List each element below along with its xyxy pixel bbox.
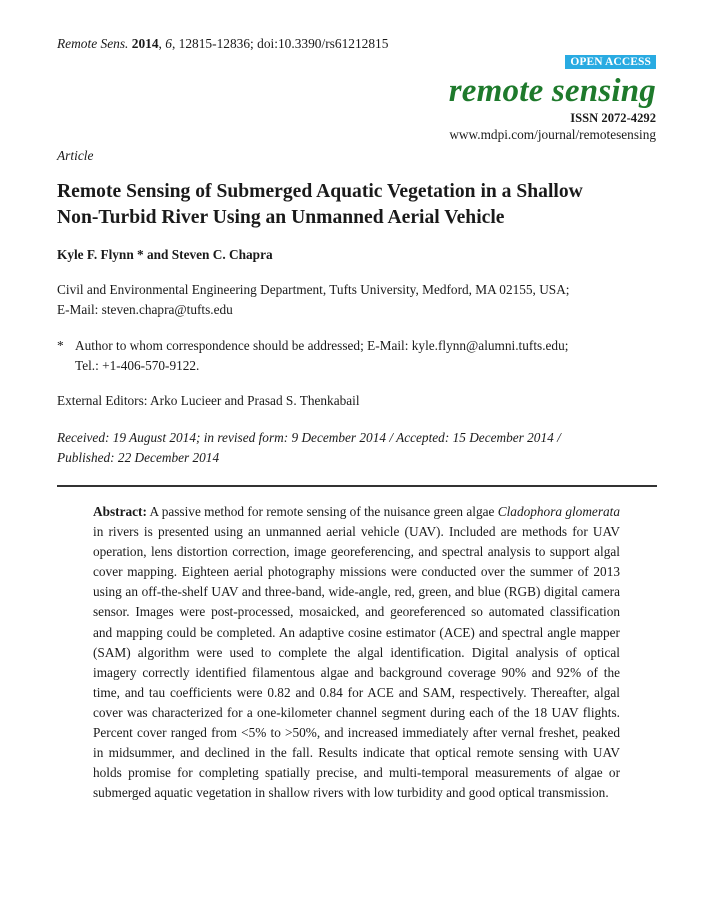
affiliation-line-1: Civil and Environmental Engineering Department, Tufts University, Medford, MA 02155, USA; [57,282,570,297]
external-editors: External Editors: Arko Lucieer and Prasad S. Thenkabail [57,393,360,408]
citation-pages-doi: , 12815-12836; doi:10.3390/rs61212815 [171,36,389,51]
citation-volume: 6 [165,36,172,51]
abstract-body: in rivers is presented using an unmanned aerial vehicle (UAV). Included are methods for UAV operation, lens distortion correction, image georeferencing, and spectral analysis to support algal cover mapping. Eighteen aerial photography missions were conducted over the summer of 2013 using an off-the-shelf UAV and three-band, wide-angle, red, green, and blue (RGB) digital camera sensor. Images were post-processed, mosaicked, and georeferenced so automated classification and mapping could be completed. An adaptive cosine estimator (ACE) and spectral angle mapper (SAM) algorithm were used to complete the algal identification. Digital analysis of optical imagery correctly identified filamentous algae and background coverage 90% and 92% of the time, and tau coefficients were 0.82 and 0.84 for ACE and SAM, respectively. Thereafter, algal cover was characterized for a one-kilometer channel segment during each of the 18 UAV flights. Percent cover ranged from <5% to >50%, and increased immediately after vernal freshet, peaked in midsummer, and declined in the fall. Results indicate that optical remote sensing with UAV holds promise for completing spatially precise, and multi-temporal measurements of algae or submerged aquatic vegetation in shallow rivers with low turbidity and good optical transmission. [93,524,620,801]
abstract [93,502,620,803]
open-access-badge: OPEN ACCESS [565,55,656,69]
correspondence-star: * [57,338,64,353]
title-line-2: Non-Turbid River Using an Unmanned Aerial Vehicle [57,207,505,228]
journal-abbrev: Remote Sens. [57,36,129,51]
abstract-intro: A passive method for remote sensing of the nuisance green algae [146,504,498,519]
abstract-label: Abstract: [93,504,147,519]
correspondence-line-2: Tel.: +1-406-570-9122. [75,358,200,373]
title-line-1: Remote Sensing of Submerged Aquatic Vegetation in a Shallow [57,181,583,202]
authors: Kyle F. Flynn * and Steven C. Chapra [57,247,273,262]
dates-line-1: Received: 19 August 2014; in revised form: 9 December 2014 / Accepted: 15 December 2014 / [57,430,561,445]
affiliation [57,280,677,320]
dates-line-2: Published: 22 December 2014 [57,450,220,465]
citation-year: 2014 [131,36,159,51]
article-type: Article [57,148,94,163]
correspondence [57,336,677,376]
issn: ISSN 2072-4292 [570,111,656,125]
abstract-species: Cladophora glomerata [497,504,620,519]
correspondence-line-1[interactable]: Author to whom correspondence should be addressed; E-Mail: kyle.flynn@alumni.tufts.edu; [75,338,569,353]
journal-logo: remote sensing [448,73,656,109]
section-divider [57,485,657,487]
citation-line: Remote Sens. 2014, 6, 12815-12836; doi:10.3390/rs61212815 [57,36,389,51]
affiliation-email[interactable]: E-Mail: steven.chapra@tufts.edu [57,302,233,317]
journal-url[interactable]: www.mdpi.com/journal/remotesensing [449,127,656,142]
paper-title [57,179,657,231]
publication-dates [57,428,677,468]
